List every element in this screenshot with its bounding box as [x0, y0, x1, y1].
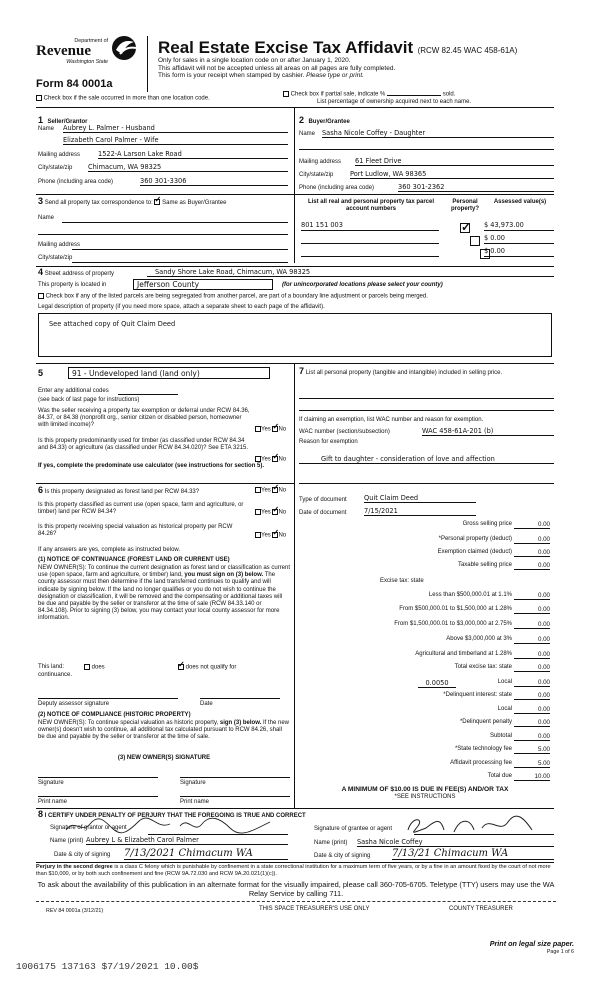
county-treasurer-label: COUNTY TREASURER [449, 906, 513, 912]
wac-field[interactable]: WAC 458-61A-201 (b) [422, 427, 554, 436]
header-sub1: Only for sales in a single location code on or after January 1, 2020. [158, 57, 351, 64]
buyer-name-label: Name [299, 131, 316, 137]
section3-address-field[interactable] [72, 249, 288, 250]
land-does-row: does [84, 664, 105, 672]
header-subtext [158, 57, 558, 80]
tax-row-label: Affidavit processing fee [450, 760, 512, 766]
partial-sale-label-b: sold. [442, 91, 456, 98]
tax-row-label: *Delinquent interest: state [443, 692, 512, 698]
q-historic-yes[interactable] [255, 532, 261, 538]
reason-field[interactable]: Gift to daughter - consideration of love and affection [299, 455, 554, 464]
q-exemption-answer: Yes ✓ No [255, 426, 286, 434]
grantor-date-label: Date & city of signing [54, 852, 111, 858]
new-owner-sig-title: (3) NEW OWNER(S) SIGNATURE [117, 755, 211, 761]
partial-sale-checkbox[interactable] [283, 91, 289, 97]
grantor-name-label: Name (print) [50, 838, 84, 844]
tax-row-label: Excise tax: state [380, 578, 424, 584]
q-exemption-no[interactable] [272, 426, 278, 432]
doc-type-label: Type of document [299, 497, 347, 503]
multi-location-label: Check box if the sale occurred in more than one location code. [43, 95, 210, 102]
tax-row-label: *Personal property (deduct) [438, 536, 512, 542]
notice2-text: NEW OWNER(S): To continue special valuation as historic property, sign (3) below. If the new owner(s) doesn't wish to continue, all additional tax calculated pursuant to RCW 84.26, shall be due and payable by the seller or transferor at the time of sale. [38, 720, 289, 741]
tax-row-value[interactable]: 0.00 [514, 664, 550, 672]
tax-row-label: Local [497, 706, 512, 712]
buyer-phone-field[interactable]: 360 301-2362 [398, 183, 554, 192]
grantee-date-label: Date & city of signing [314, 853, 371, 859]
seller-name2-field[interactable]: Elizabeth Carol Palmer - Wife [63, 136, 288, 145]
header-sub3: This form is your receipt when stamped by cashier. [158, 72, 305, 80]
section3-name-label: Name [38, 215, 55, 221]
assessor-date-field[interactable] [200, 698, 280, 699]
dept-line3: Washington State [66, 59, 108, 66]
parcel-value-field[interactable]: $ 0.00 [484, 234, 554, 244]
located-label: This property is located in [38, 282, 107, 288]
header-sub3-italic: Please type or print. [306, 72, 364, 80]
q-timber: Is this property predominantly used for timber (as classified under RCW 84.34 and 84.33) or agriculture (as classified under RCW 84.34.020)? See ETA 3215. [38, 438, 249, 452]
section3-heading: 3 Send all property tax correspondence to: ✓ Same as Buyer/Grantee [38, 198, 226, 207]
tax-row-value[interactable]: 10.00 [514, 773, 550, 781]
tax-row-value[interactable]: 0.00 [514, 733, 550, 741]
grantee-sig-line [414, 834, 554, 835]
tax-row-label: Total due [487, 773, 512, 779]
parcel-personal-checkbox[interactable] [460, 223, 470, 233]
land-does-not-row: ✓ does not qualify for [178, 664, 236, 672]
assessor-sig-label: Deputy assessor signature [38, 701, 110, 707]
revision-label: REV 84 0001a (3/12/21) [46, 908, 104, 914]
assessor-signature-field[interactable] [38, 698, 178, 699]
see-instructions: *SEE INSTRUCTIONS [394, 794, 456, 800]
assessor-date-label: Date [200, 701, 213, 707]
grantor-sig-line [148, 834, 288, 835]
tax-row-value[interactable]: 5.00 [514, 760, 550, 768]
minimum-note: A MINIMUM OF $10.00 IS DUE IN FEE(S) AND/OR TAX [341, 786, 509, 793]
local-rate-field[interactable]: 0.0050 [418, 679, 456, 688]
parcel-number-field[interactable]: 801 151 003 [301, 221, 439, 231]
segregated-row: Check box if any of the listed parcels are being segregated from another parcel, are part of a boundary line adjustment or parcels being merged. [38, 293, 428, 301]
reason-label: Reason for exemption [299, 439, 358, 445]
seller-phone-field[interactable]: 360 301-3306 [140, 177, 288, 186]
tax-row-label: From $500,000.01 to $1,500,000 at 1.28% [399, 606, 512, 612]
seller-heading: 1 Seller/Grantor [38, 115, 88, 125]
perjury-notice: Perjury in the second degree is a class C felony which is punishable by confinement in a state correctional institution for a maximum term of five years, or by a fine in an amount fixed by the court of not more than $10,000, or by both such confinement and fine (RCW 9A.72.030 and RCW 9A.20.021(1)(c)). [36, 864, 551, 877]
q-exemption: Was the seller receiving a property tax exemption or deferral under RCW 84.36, 84.37, or 84.38 (nonprofit org., senior citizen or disabled person, homeowner with limited income)? [38, 408, 250, 429]
dept-line1: Department of [74, 38, 108, 44]
personal-property-field-2[interactable] [299, 410, 554, 411]
form-number: Form 84 0001a [36, 78, 113, 90]
notice2-title: (2) NOTICE OF COMPLIANCE (HISTORIC PROPERTY) [38, 712, 191, 718]
section3-address-label: Mailing address [38, 242, 81, 248]
county-note: (for unincorporated locations please select your county) [282, 282, 443, 288]
section3-name-field[interactable] [62, 222, 288, 223]
buyer-name2-field[interactable] [299, 148, 554, 150]
seller-address-field[interactable]: 1522-A Larson Lake Road [98, 150, 288, 159]
legal-size-note: Print on legal size paper. [489, 939, 574, 948]
header-sub2: This affidavit will not be accepted unless all areas on all pages are fully completed. [158, 64, 396, 72]
tax-row-label: From $1,500,000.01 to $3,000,000 at 2.75% [394, 621, 512, 627]
q-exemption-yes[interactable] [255, 426, 261, 432]
seller-address-label: Mailing address [38, 152, 81, 158]
tax-row-label: *State technology fee [454, 746, 512, 752]
buyer-city-field[interactable]: Port Ludlow, WA 98365 [350, 170, 554, 179]
tax-row-value[interactable]: 0.00 [514, 536, 550, 544]
grantee-sig-label: Signature of grantee or agent [314, 826, 393, 832]
q-historic: Is this property receiving special valuation as historical property per RCW 84.26? [38, 524, 233, 538]
q-forest-yes[interactable] [255, 487, 261, 493]
land-use-select[interactable]: 91 - Undeveloped land (land only) [68, 367, 270, 379]
seller-name-label: Name [38, 126, 55, 132]
q-current-use-no[interactable] [272, 509, 278, 515]
tax-row-value[interactable]: 0.00 [514, 521, 550, 529]
section7-text: 7 List all personal property (tangible and intangible) included in selling price. [299, 366, 503, 376]
parcel-value-field[interactable]: $ 0.00 [484, 247, 554, 257]
tax-row-label: Less than $500,000.01 at 1.1% [428, 592, 512, 598]
partial-sale-row [283, 91, 455, 99]
owner-print-label-1: Print name [38, 799, 68, 805]
buyer-phone-label: Phone (including area code) [299, 185, 375, 191]
notice1-title: (1) NOTICE OF CONTINUANCE (FOREST LAND OR CURRENT USE) [38, 557, 230, 563]
seller-phone-label: Phone (including area code) [38, 179, 114, 185]
property-street-field[interactable]: Sandy Shore Lake Road, Chimacum, WA 98325 [147, 268, 554, 277]
tax-row-value[interactable]: 0.00 [514, 719, 550, 727]
additional-codes-field[interactable] [118, 394, 178, 395]
q-timber-answer: Yes ✓ No [255, 456, 286, 464]
partial-sale-note: List percentage of ownership acquired next to each name. [317, 99, 472, 105]
tax-row-value[interactable]: 0.00 [514, 562, 550, 570]
section3-city-field[interactable] [72, 262, 288, 263]
land-does-checkbox[interactable] [84, 664, 90, 670]
grantee-name-label: Name (print) [314, 840, 348, 846]
same-as-buyer-checkbox[interactable] [154, 199, 160, 205]
q-historic-no[interactable] [272, 532, 278, 538]
q-current-use-yes[interactable] [255, 509, 261, 515]
parcel-col2-header: Personal property? [450, 199, 479, 213]
q-timber-note: If yes, complete the predominate use calculator (see instructions for section 5). [38, 463, 265, 469]
tax-row-value[interactable]: 0.00 [514, 692, 550, 700]
tax-row-value[interactable]: 0.00 [514, 636, 550, 644]
parcel-col1-header: List all real and personal property tax parcel account numbers [307, 199, 435, 213]
wac-label: WAC number (section/subsection) [299, 429, 390, 435]
q-timber-yes[interactable] [255, 456, 261, 462]
tax-row-value[interactable]: 0.00 [514, 606, 550, 614]
exemption-label: If claiming an exemption, list WAC number and reason for exemption. [299, 417, 484, 423]
additional-codes-label: Enter any additional codes [38, 388, 109, 394]
q-forest: 6 Is this property designated as forest land per RCW 84.33? [38, 485, 200, 495]
segregated-checkbox[interactable] [38, 293, 44, 299]
form-title: Real Estate Excise Tax Affidavit [158, 38, 414, 57]
see-back-label: (see back of last page for instructions) [38, 397, 140, 403]
legal-description-field[interactable]: See attached copy of Quit Claim Deed [38, 313, 552, 357]
grantee-date-field[interactable]: 7/13/21 Chimacum WA [392, 849, 554, 860]
grantor-name-field[interactable]: Aubrey L & Elizabeth Carol Palmer [86, 836, 288, 845]
partial-sale-label-a: Check box if partial sale, indicate % [290, 91, 386, 98]
doc-type-field[interactable]: Quit Claim Deed [364, 494, 476, 503]
owner-print-label-2: Print name [180, 799, 210, 805]
grantor-date-field[interactable]: 7/13/2021 Chimacum WA [124, 849, 288, 860]
tax-row-value[interactable]: 0.00 [514, 621, 550, 629]
receipt-stamp: 1006175 137163 $7/19/2021 10.00$ [16, 961, 199, 972]
form-title-row [158, 38, 517, 58]
personal-property-field-1[interactable] [299, 398, 554, 399]
section3-city-label: City/state/zip [38, 255, 73, 261]
owner-print-field-2[interactable] [180, 796, 290, 797]
q-current-use: Is this property classified as current use (open space, farm and agriculture, or timber) land per RCW 84.34? [38, 502, 244, 516]
q-forest-answer: Yes ✓ No [255, 487, 286, 495]
reason-field-2[interactable] [299, 483, 554, 484]
tax-row-label: Local [497, 679, 512, 685]
any-yes-note: If any answers are yes, complete as instructed below. [38, 547, 181, 553]
tax-row-label: Exemption claimed (deduct) [437, 549, 512, 555]
seller-city-field[interactable]: Chimacum, WA 98325 [88, 163, 288, 172]
buyer-name1-field[interactable]: Sasha Nicole Coffey - Daughter [322, 129, 554, 138]
multi-location-row [36, 95, 210, 103]
tax-row-label: Above $3,000,000 at 3% [446, 636, 512, 642]
dor-swoosh-icon [108, 34, 142, 62]
notice1-text: NEW OWNER(S): To continue the current designation as forest land or classification as current use (open space, farm and agriculture, or timber) land, you must sign on (3) below. The county assessor must then determine if the land transferred continues to qualify and will indicate by signing below. If the land no longer qualifies or you do not wish to continue the designation or classification, it will be removed and the compensating or additional taxes will be due and payable by the seller or transferor at the time of sale (RCW 84.33.140 or 84.34.108). Prior to signing (3) below, you may contact your local county assessor for more information. [38, 565, 290, 622]
this-land-label: This land: [38, 664, 65, 670]
certify-text: 8 I CERTIFY UNDER PENALTY OF PERJURY THAT THE FOREGOING IS TRUE AND CORRECT [38, 809, 306, 819]
buyer-city-label: City/state/zip [299, 172, 334, 178]
owner-sig-label-1: Signature [38, 780, 64, 786]
tax-row-value[interactable]: 0.00 [514, 651, 550, 659]
owner-signature-field-2[interactable] [180, 777, 290, 778]
section4-street-row: 4 Street address of property [38, 267, 115, 277]
alt-format-notice: To ask about the availability of this publication in an alternate format for the visually impaired, please call 360-705-6705. Teletype (TTY) users may use the WA Relay Service by calling 711. [37, 880, 555, 898]
section3-name2-field[interactable] [38, 234, 288, 235]
continuance-label: continuance. [38, 672, 73, 678]
parcel-personal-checkbox[interactable] [470, 236, 480, 246]
parcel-value-field[interactable]: $ 43,973.00 [484, 221, 554, 231]
tax-row-label: Total excise tax: state [454, 664, 512, 670]
buyer-heading: 2 Buyer/Grantee [299, 115, 350, 125]
doc-date-label: Date of document [299, 510, 347, 516]
parcel-col3-header: Assessed value(s) [493, 199, 547, 205]
tax-row-label: Agricultural and timberland at 1.28% [415, 651, 512, 657]
tax-row-value[interactable]: 5.00 [514, 746, 550, 754]
seller-name1-field[interactable]: Aubrey L. Palmer - Husband [63, 124, 288, 133]
tax-row-label: Gross selling price [462, 521, 512, 527]
q-forest-no[interactable] [272, 487, 278, 493]
form-title-ref: (RCW 82.45 WAC 458-61A) [417, 46, 518, 55]
land-does-not-checkbox[interactable] [178, 664, 184, 670]
page-number: Page 1 of 6 [546, 949, 574, 955]
parcel-number-field[interactable] [301, 247, 439, 257]
tax-row-label: Subtotal [489, 733, 512, 739]
tax-row-label: Taxable selling price [457, 562, 512, 568]
grantee-name-field[interactable]: Sasha Nicole Coffey [357, 838, 554, 847]
legal-label: Legal description of property (if you need more space, attach a separate sheet to each page of the affidavit). [38, 304, 325, 310]
dor-logo [36, 38, 116, 66]
owner-signature-field-1[interactable] [38, 777, 158, 778]
tax-row-value[interactable]: 0.00 [514, 549, 550, 557]
q-historic-answer: Yes ✓ No [255, 532, 286, 540]
seller-city-label: City/state/zip [38, 165, 73, 171]
q-current-use-answer: Yes ✓ No [255, 509, 286, 517]
tax-row-label: *Delinquent penalty [459, 719, 512, 725]
buyer-address-label: Mailing address [299, 159, 342, 165]
owner-print-field-1[interactable] [38, 796, 158, 797]
dept-line2: Revenue [36, 43, 91, 60]
tax-row-value[interactable]: 0.00 [514, 592, 550, 600]
tax-row-value[interactable]: 0.00 [514, 706, 550, 714]
owner-sig-label-2: Signature [180, 780, 206, 786]
tax-row-value[interactable]: 0.00 [514, 679, 550, 687]
county-select[interactable]: Jefferson County [133, 279, 273, 290]
q-timber-no[interactable] [272, 456, 278, 462]
treasurer-use-label: THIS SPACE TREASURER'S USE ONLY [259, 906, 370, 912]
buyer-address-field[interactable]: 61 Fleet Drive [355, 157, 554, 166]
grantor-sig-label: Signature of grantor or agent [50, 825, 127, 831]
parcel-number-field[interactable] [301, 234, 439, 244]
section5-num: 5 [38, 368, 44, 378]
multi-location-checkbox[interactable] [36, 95, 42, 101]
doc-date-field[interactable]: 7/15/2021 [364, 507, 476, 516]
partial-percent-field[interactable] [387, 95, 441, 96]
